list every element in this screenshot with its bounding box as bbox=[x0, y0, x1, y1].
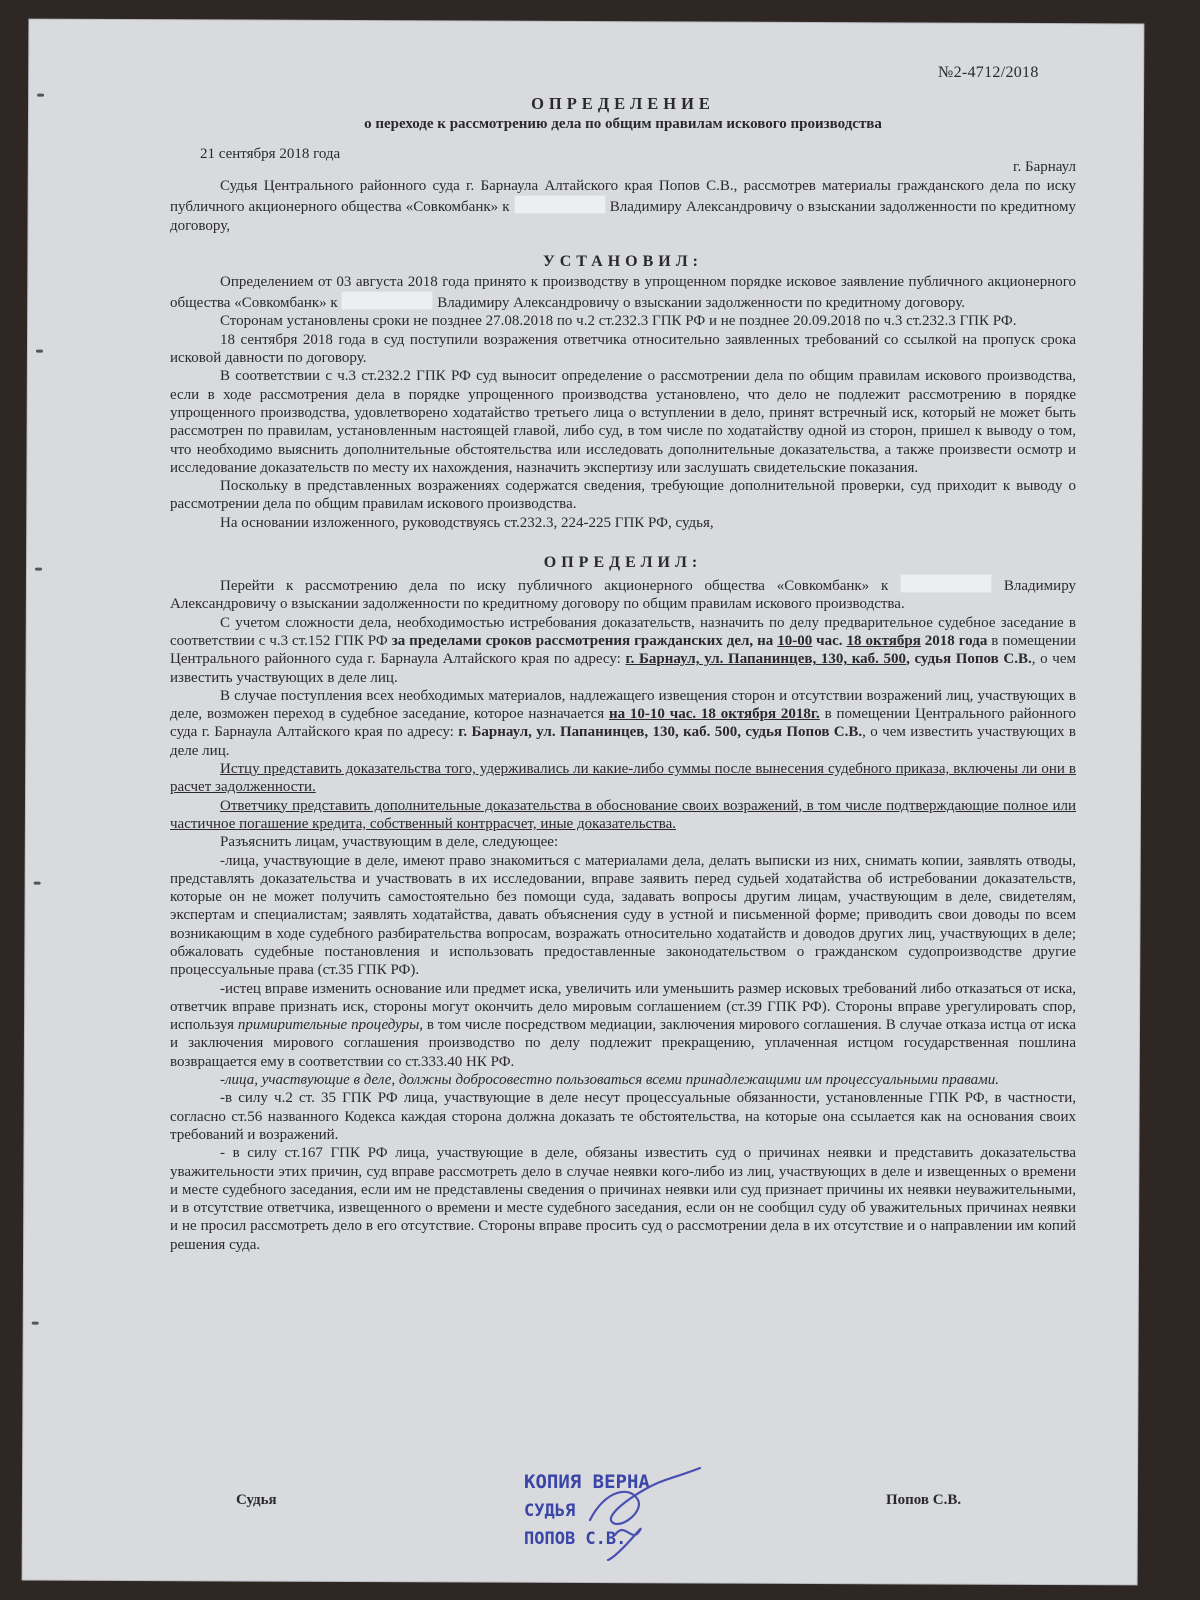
signature-name-judge: Попов С.В. bbox=[886, 1492, 962, 1508]
copy-certified-stamp bbox=[520, 1460, 720, 1570]
document-subtitle: о переходе к рассмотрению дела по общим правилам искового производства bbox=[364, 116, 882, 132]
stamp-line-2: СУДЬЯ bbox=[524, 1501, 576, 1521]
hole-punch-mark bbox=[35, 568, 42, 571]
decided-paragraph-2: С учетом сложности дела, необходимостью истребования доказательств, назначить по делу предварительное судебное заседание в соответствии с ч.3 ст.152 ГПК РФ за пределами сроков рассмотрения гражданских дел, на 10-00 час. 18 октября 2018 года в помещении Центрального районного суда г. Барнаула Алтайского края по адресу: г. Барнаул, ул. Папанинцев, 130, каб. 500, судья Попов С.В., о чем известить участвующих в деле лиц. bbox=[170, 614, 1077, 686]
section-established-heading: УСТАНОВИЛ: bbox=[543, 252, 703, 270]
hole-punch-mark bbox=[34, 882, 41, 885]
decided-paragraph-4: Истцу представить доказательства того, удерживались ли какие-либо суммы после вынесения судебного приказа, включены ли они в расчет задолженности. bbox=[170, 761, 1076, 796]
case-number: №2-4712/2018 bbox=[938, 64, 1039, 81]
established-paragraph-6: На основании изложенного, руководствуясь ст.232.3, 224-225 ГПК РФ, судья, bbox=[220, 514, 714, 531]
document-body bbox=[170, 78, 1076, 1254]
decided-paragraph-11: - в силу ст.167 ГПК РФ лица, участвующие в деле, обязаны известить суд о причинах неявки и представить доказательства уважительности этих причин, суд вправе рассмотреть дело в случае неявки кого-либо из лиц, участвующих в деле и извещенных о времени и месте судебного заседания, если им не представлены сведения о причинах неявки или суд признает причины их неявки неуважительными, и в отсутствие ответчика, извещенного о времени и месте судебного заседания, если он не сообщил суду об уважительных причинах неявки и не просил рассмотреть дело в его отсутствие. Стороны вправе просить суд о рассмотрении дела в их отсутствие и о направлении им копий решения суда. bbox=[170, 1145, 1076, 1253]
intro-paragraph: Судья Центрального районного суда г. Барнаула Алтайского края Попов С.В., рассмотрев материалы гражданского дела по иску публичного акционерного общества «Совкомбанк» к Владимиру Александровичу о взыскании задолженности по кредитному договору, bbox=[170, 178, 1077, 234]
redacted-surname bbox=[900, 574, 992, 593]
established-paragraph-5: Поскольку в представленных возражениях содержатся сведения, требующие дополнительной проверки, суд приходит к выводу о рассмотрении дела по общим правилам искового производства. bbox=[170, 478, 1076, 513]
stamp-line-3: ПОПОВ С.В. bbox=[524, 1529, 627, 1549]
hole-punch-mark bbox=[36, 350, 43, 353]
decided-paragraph-3: В случае поступления всех необходимых материалов, надлежащего извещения сторон и отсутствии возражений лиц, участвующих в деле, возможен переход в судебное заседание, которое назначается на 10-10 час. 18 октября 2018г. в помещении Центрального районного суда г. Барнаула Алтайского края по адресу: г. Барнаул, ул. Папанинцев, 130, каб. 500, судья Попов С.В., о чем известить участвующих в деле лиц. bbox=[170, 687, 1076, 759]
redacted-surname bbox=[341, 291, 433, 310]
decided-paragraph-8: -истец вправе изменить основание или предмет иска, увеличить или уменьшить размер исковых требований либо отказаться от иска, ответчик вправе признать иск, стороны могут окончить дело мировым соглашением (ст.39 ГПК РФ). Стороны вправе урегулировать спор, используя примирительные процедуры, в том числе посредством медиации, заключения мирового соглашения. В случае отказа истца от иска и заключения мирового соглашения производство по делу подлежит прекращению, уплаченная истцом государственная пошлина возвращается ему в соответствии со ст.333.40 НК РФ. bbox=[170, 980, 1076, 1070]
established-paragraph-2: Сторонам установлены сроки не позднее 27.08.2018 по ч.2 ст.232.3 ГПК РФ и не позднее 20.09.2018 по ч.3 ст.232.3 ГПК РФ. bbox=[220, 313, 1017, 330]
established-paragraph-3: 18 сентября 2018 года в суд поступили возражения ответчика относительно заявленных требований со ссылкой на пропуск срока исковой давности по договору. bbox=[170, 331, 1076, 367]
stamp-line-1: КОПИЯ ВЕРНА bbox=[524, 1471, 650, 1493]
decided-paragraph-10: -в силу ч.2 ст. 35 ГПК РФ лица, участвующие в деле несут процессуальные обязанности, установленные ГПК РФ, в частности, согласно ст.56 названного Кодекса каждая сторона должна доказать те обстоятельства, на которые она ссылается как на основания своих требований и возражений. bbox=[170, 1090, 1076, 1143]
decided-paragraph-7: -лица, участвующие в деле, имеют право знакомиться с материалами дела, делать выписки из них, снимать копии, заявлять отводы, представлять доказательства и участвовать в их исследовании, вправе заявить перед судьей ходатайства об истребовании доказательств, которые он не может получить самостоятельно без помощи суда, задавать вопросы другим лицам, участвующим в деле, свидетелям, экспертам и специалистам; заявлять ходатайства, давать объяснения суду в устной и письменной форме; приводить свои доводы по всем возникающим в ходе судебного разбирательства вопросам, возражать относительно ходатайств и доводов других лиц, участвующих в деле; обжаловать судебные постановления и использовать предоставленные законодательством о гражданском судопроизводстве другие процессуальные права (ст.35 ГПК РФ). bbox=[170, 852, 1076, 979]
established-paragraph-4: В соответствии с ч.3 ст.232.2 ГПК РФ суд выносит определение о рассмотрении дела по общим правилам искового производства, если в ходе рассмотрения дела в порядке упрощенного производства установлено, что дело не подлежит рассмотрению в порядке упрощенного производства, удовлетворено ходатайство третьего лица о вступлении в дело, принят встречный иск, который не может быть рассмотрен по правилам, установленным настоящей главой, либо суд, в том числе по ходатайству одной из сторон, пришел к выводу о том, что необходимо выяснить дополнительные обстоятельства или исследовать дополнительные доказательства, а также произвести осмотр и исследование доказательств по месту их нахождения, назначить экспертизу или заслушать свидетельские показания. bbox=[170, 368, 1076, 476]
signature-label-judge: Судья bbox=[236, 1492, 277, 1508]
decided-paragraph-5: Ответчику представить дополнительные доказательства в обоснование своих возражений, в том числе подтверждающие полное или частичное погашение кредита, собственный контррасчет, иные доказательства. bbox=[170, 797, 1076, 832]
document-date: 21 сентября 2018 года bbox=[200, 146, 341, 162]
hole-punch-mark bbox=[37, 94, 44, 97]
established-paragraph-1: Определением от 03 августа 2018 года принято к производству в упрощенном порядке исковое заявление публичного акционерного общества «Совкомбанк» к Владимиру Александровичу о взыскании задолженности по кредитному договору. bbox=[170, 273, 1076, 312]
redacted-surname bbox=[514, 195, 606, 214]
decided-paragraph-9: -лица, участвующие в деле, должны добросовестно пользоваться всеми принадлежащими им процессуальными правами. bbox=[220, 1072, 999, 1089]
section-decided-heading: ОПРЕДЕЛИЛ: bbox=[543, 554, 703, 572]
decided-paragraph-1: Перейти к рассмотрению дела по иску публичного акционерного общества «Совкомбанк» к Владимиру Александровичу о взыскании задолженности по кредитному договору по общим правилам искового производства. bbox=[170, 574, 1076, 614]
document-city: г. Барнаул bbox=[1013, 159, 1076, 175]
decided-paragraph-6: Разъяснить лицам, участвующим в деле, следующее: bbox=[220, 834, 559, 851]
document-title: ОПРЕДЕЛЕНИЕ bbox=[531, 94, 715, 113]
hole-punch-mark bbox=[32, 1322, 39, 1325]
